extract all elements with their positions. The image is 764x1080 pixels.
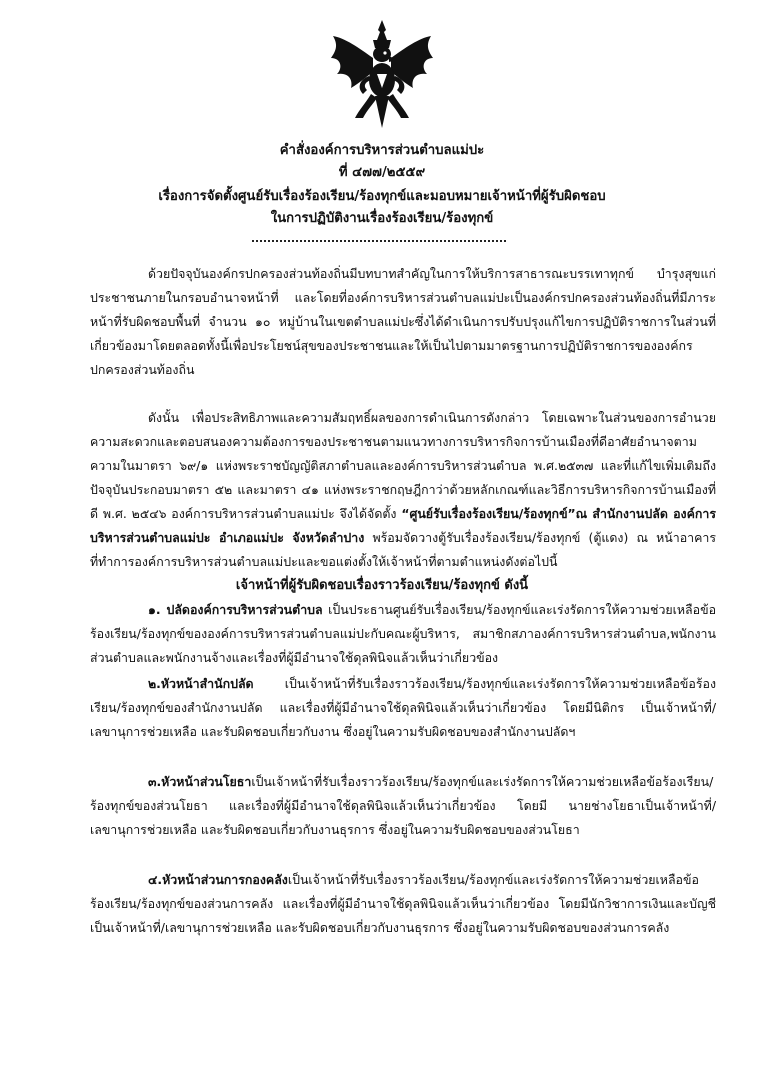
list-item-text: เป็นเจ้าหน้าที่รับเรื่องราวร้องเรียน/ร้องทุกข์และเร่งรัดการให้ความช่วยเหลือข้อร้องเรียน/ร้องทุกข์ของส่วนโยธา และเรื่องที่ผู้มีอำนาจใช้ดุลพินิจแล้วเห็นว่าเกี่ยวข้อง โดยมี นายช่างโยธาเป็นเจ้าหน้าที่/เลขานุการช่วยเหลือ และรับผิดชอบเกี่ยวกับงานธุรการ ซึ่งอยู่ในความรับผิดชอบของส่วนโยธา xyxy=(90,774,716,837)
intro-paragraph xyxy=(90,262,716,382)
establishment-text: ดังนั้น เพื่อประสิทธิภาพและความสัมฤทธิ์ผลของการดำเนินการดังกล่าว โดยเฉพาะในส่วนของการอำนวยความสะดวกและตอบสนองความต้องการของประชาชนตามแนวทางการบริหารกิจการบ้านเมืองที่ดีอาศัยอำนาจตามความในมาตรา ๖๙/๑ แห่งพระราชบัญญัติสภาตำบลและองค์การบริหารส่วนตำบล พ.ศ.๒๕๓๗ และที่แก้ไขเพิ่มเติมถึงปัจจุบันประกอบมาตรา ๕๒ และมาตรา ๔๑ แห่งพระราชกฤษฎีกาว่าด้วยหลักเกณฑ์และวิธีการบริหารกิจการบ้านเมืองที่ดี พ.ศ. ๒๕๔๖ องค์การบริหารส่วนตำบลแม่ปะ จึงได้จัดตั้ง xyxy=(90,410,716,521)
order-subject-continued: ในการปฏิบัติงานเรื่องร้องเรียน/ร้องทุกข์ xyxy=(270,211,494,226)
list-item-title: ๑. ปลัดองค์การบริหารส่วนตำบล xyxy=(148,602,323,617)
center-name: “ศูนย์รับเรื่องร้องเรียน/ร้องทุกข์”ณ สำนักงานปลัด องค์การบริหารส่วนตำบลแม่ปะ อำเภอแม่ปะ จังหวัดลำปาง xyxy=(90,506,716,545)
list-item-text: เป็นประธานศูนย์รับเรื่องเรียน/ร้องทุกข์และเร่งรัดการให้ความช่วยเหลือข้อร้องเรียน/ร้องทุกข์ขององค์การบริหารส่วนตำบลแม่ปะกับคณะผู้บริหาร, สมาชิกสภาองค์การบริหารส่วนตำบล,พนักงานส่วนตำบลและพนักงานจ้างและเรื่องที่ผู้มีอำนาจใช้ดุลพินิจแล้วเห็นว่าเกี่ยวข้อง xyxy=(90,602,717,665)
list-item xyxy=(90,868,716,940)
establishment-rest: พร้อมจัดวางตู้รับเรื่องร้องเรียน/ร้องทุกข์ (ตู้แดง) ณ หน้าอาคารที่ทำการองค์การบริหารส่วนตำบลแม่ปะและขอแต่งตั้งให้เจ้าหน้าที่ตามตำแหน่งดังต่อไปนี้ xyxy=(90,530,716,569)
list-item xyxy=(90,770,716,842)
order-number: ที่ ๔๗๗/๒๕๕๙ xyxy=(338,165,426,180)
dotted-divider xyxy=(252,232,506,242)
intro-text: ด้วยปัจจุบันองค์กรปกครองส่วนท้องถิ่นมีบทบาทสำคัญในการให้บริการสาธารณะบรรเทาทุกข์ บำรุงสุขแก่ประชาชนภายในกรอบอำนาจหน้าที่ และโดยที่องค์การบริหารส่วนตำบลแม่ปะเป็นองค์กรปกครองส่วนท้องถิ่นที่มีภาระหน้าที่รับผิดชอบพื้นที่ จำนวน ๑๐ หมู่บ้านในเขตตำบลแม่ปะซึ่งได้ดำเนินการปรับปรุงแก้ไขการปฏิบัติราชการในส่วนที่เกี่ยวข้องมาโดยตลอดทั้งนี้เพื่อประโยชน์สุขของประชาชนและให้เป็นไปตามมาตรฐานการปฏิบัติราชการขององค์กรปกครองส่วนท้องถิ่น xyxy=(90,266,716,377)
list-item-title: ๔.หัวหน้าส่วนการกองคลัง xyxy=(148,872,288,887)
list-item-text: เป็นเจ้าหน้าที่รับเรื่องราวร้องเรียน/ร้องทุกข์และเร่งรัดการให้ความช่วยเหลือข้อร้องเรียน/ร้องทุกข์ของส่วนการคลัง และเรื่องที่ผู้มีอำนาจใช้ดุลพินิจแล้วเห็นว่าเกี่ยวข้อง โดยมีนักวิชาการเงินและบัญชี เป็นเจ้าหน้าที่/เลขานุการช่วยเหลือ และรับผิดชอบเกี่ยวกับงานธุรการ ซึ่งอยู่ในความรับผิดชอบของส่วนการคลัง xyxy=(90,872,716,935)
responsible-officers-heading: เจ้าหน้าที่ผู้รับผิดชอบเรื่องราวร้องเรียน/ร้องทุกข์ ดังนี้ xyxy=(235,578,529,593)
list-item xyxy=(90,598,716,670)
garuda-emblem-icon xyxy=(329,18,435,130)
order-title: คำสั่งองค์การบริหารส่วนตำบลแม่ปะ xyxy=(279,143,485,158)
list-item-title: ๓.หัวหน้าส่วนโยธา xyxy=(148,774,252,789)
list-item-text: เป็นเจ้าหน้าที่รับเรื่องราวร้องเรียน/ร้องทุกข์และเร่งรัดการให้ความช่วยเหลือข้อร้องเรียน/ร้องทุกข์ของสำนักงานปลัด และเรื่องที่ผู้มีอำนาจใช้ดุลพินิจแล้วเห็นว่าเกี่ยวข้อง โดยมีนิติกร เป็นเจ้าหน้าที่/เลขานุการช่วยเหลือ และรับผิดชอบเกี่ยวกับงาน ซึ่งอยู่ในความรับผิดชอบของสำนักงานปลัดฯ xyxy=(90,676,716,739)
establishment-paragraph xyxy=(90,406,716,574)
list-item-title: ๒.หัวหน้าสำนักปลัด xyxy=(148,676,254,691)
order-subject: เรื่องการจัดตั้งศูนย์รับเรื่องร้องเรียน/ร้องทุกข์และมอบหมายเจ้าหน้าที่ผู้รับผิดชอบ xyxy=(158,189,606,204)
list-item xyxy=(90,672,716,744)
